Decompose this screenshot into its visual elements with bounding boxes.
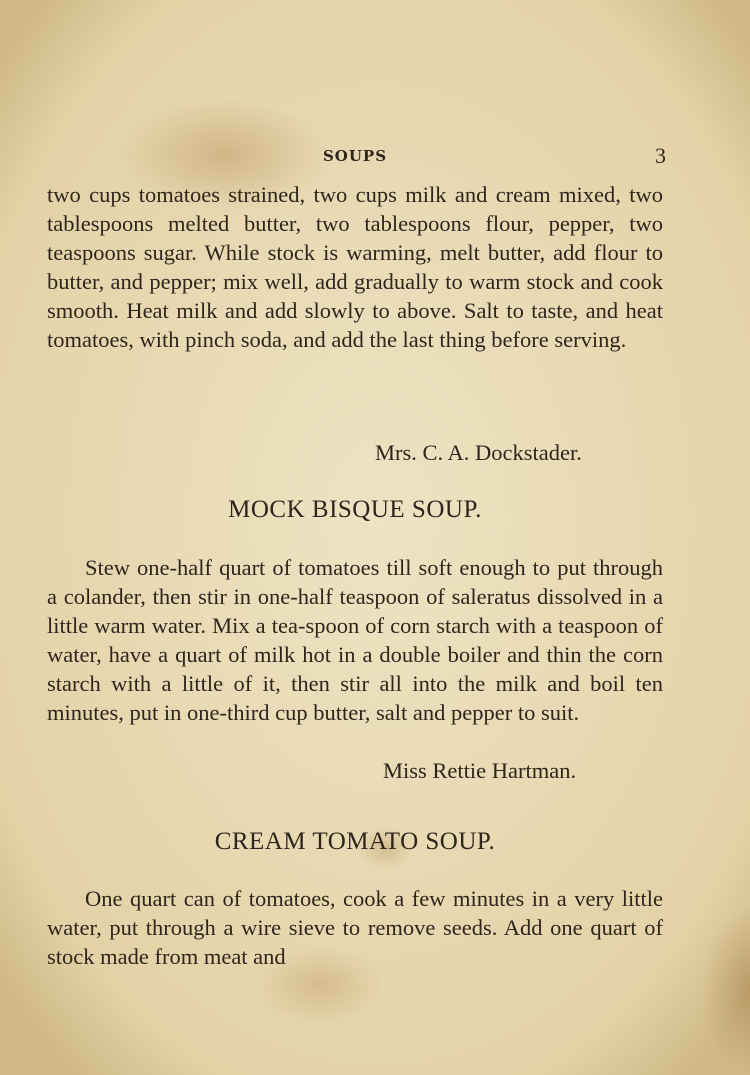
mock-bisque-text: Stew one-half quart of tomatoes till soft enough to put through a colander, then stir in one-half teaspoon of saleratus dissolved in a little warm water. Mix a tea-spoon of corn starch with a teaspoon of water, have a quart of milk hot in a double boiler and thin the corn starch with a little of it, then stir all into the milk and boil ten minutes, put in one-third cup butter, salt and pepper to suit.: [47, 555, 663, 725]
cream-tomato-text: One quart can of tomatoes, cook a few minutes in a very little water, put through a wire sieve to remove seeds. Add one quart of stock made from meat and: [47, 886, 663, 969]
mock-bisque-signature: Miss Rettie Hartman.: [383, 758, 577, 783]
recipe-continued-text: two cups tomatoes strained, two cups milk and cream mixed, two tablespoons melted butter, two tablespoons flour, pepper, two teaspoons sugar. While stock is warming, melt butter, add flour to butter, and pepper; mix well, add gradually to warm stock and cook smooth. Heat milk and add slowly to above. Salt to taste, and heat tomatoes, with pinch soda, and add the last thing before serving.: [47, 182, 663, 352]
mock-bisque-title: MOCK BISQUE SOUP.: [228, 496, 482, 523]
page-header: [40, 143, 670, 169]
running-head: SOUPS: [322, 147, 388, 165]
recipe-continued-signature: Mrs. C. A. Dockstader.: [375, 440, 582, 465]
cream-tomato-title: CREAM TOMATO SOUP.: [214, 828, 496, 855]
page-number: 3: [655, 143, 666, 168]
